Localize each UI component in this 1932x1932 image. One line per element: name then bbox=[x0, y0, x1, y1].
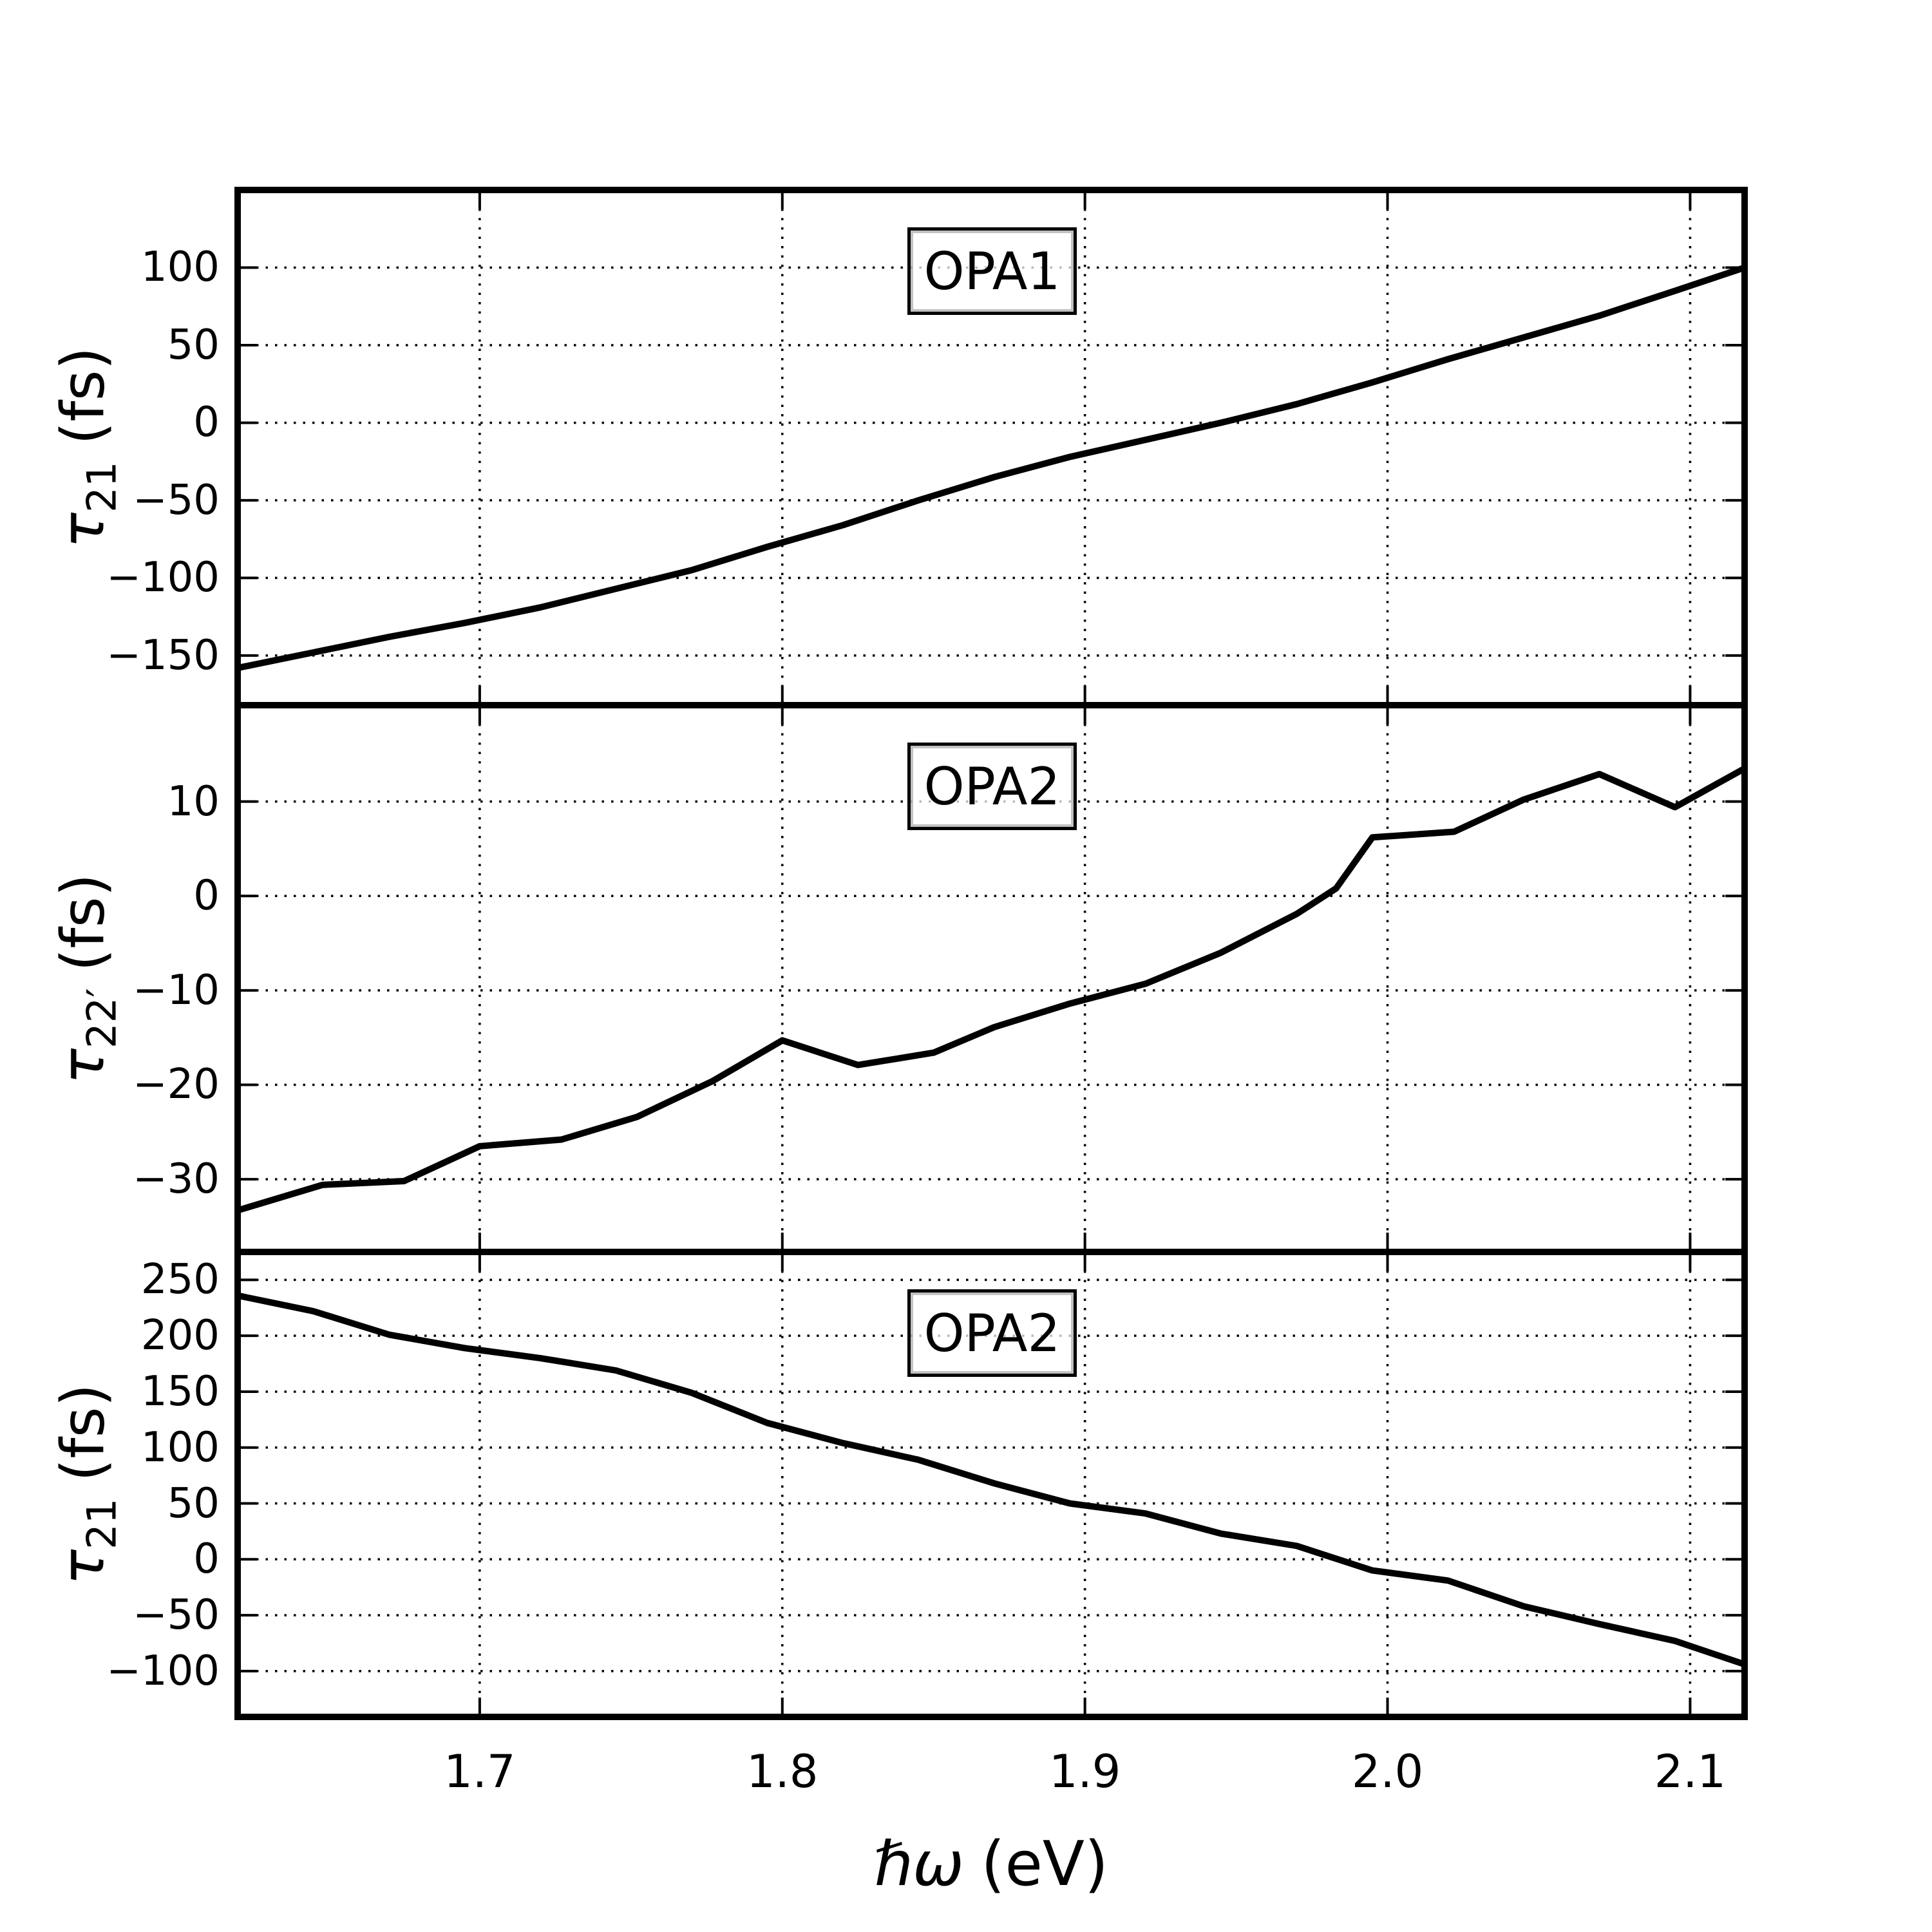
y-unit: (fs) bbox=[48, 1383, 118, 1482]
tau-subscript: 21 bbox=[78, 1498, 126, 1550]
y-tick-label: −50 bbox=[132, 1591, 220, 1640]
y-tick-label: 0 bbox=[193, 872, 220, 920]
y-tick-label: 100 bbox=[140, 243, 220, 292]
y-tick-label: −30 bbox=[132, 1155, 220, 1204]
tau-symbol: τ bbox=[48, 1048, 118, 1084]
y-unit: (fs) bbox=[48, 346, 118, 445]
y-tick-label: −50 bbox=[132, 476, 220, 524]
x-tick-label: 1.8 bbox=[746, 1745, 819, 1798]
tau-symbol: τ bbox=[48, 1549, 118, 1586]
y-axis-label-bottom-panel bbox=[48, 1384, 125, 1586]
tau-symbol: τ bbox=[48, 513, 118, 549]
x-axis-label bbox=[874, 1829, 1108, 1900]
y-unit: (fs) bbox=[48, 873, 118, 972]
y-tick-label: 100 bbox=[140, 1423, 220, 1472]
tau-subscript: 21 bbox=[78, 461, 126, 513]
panel-label-opa2-mid: OPA2 bbox=[907, 743, 1077, 830]
y-tick-label: −150 bbox=[106, 631, 220, 679]
y-tick-label: −10 bbox=[132, 966, 220, 1014]
panel-label-opa2-bottom: OPA2 bbox=[907, 1289, 1077, 1377]
tau-subscript: 22′ bbox=[78, 988, 126, 1049]
y-tick-label: −100 bbox=[106, 554, 220, 602]
panel-label-opa1: OPA1 bbox=[907, 227, 1077, 315]
x-tick-label: 2.0 bbox=[1351, 1745, 1424, 1798]
y-tick-label: 250 bbox=[140, 1256, 220, 1304]
y-axis-label-middle-panel bbox=[48, 873, 125, 1084]
y-tick-label: 150 bbox=[140, 1367, 220, 1416]
x-unit: (eV) bbox=[981, 1829, 1108, 1900]
y-tick-label: −100 bbox=[106, 1647, 220, 1695]
y-tick-label: 10 bbox=[167, 777, 220, 826]
y-tick-label: −20 bbox=[132, 1061, 220, 1109]
y-tick-label: 0 bbox=[193, 399, 220, 447]
data-curve-opa1-0 bbox=[238, 268, 1745, 668]
y-axis-label-top-panel bbox=[48, 347, 125, 549]
y-tick-label: 0 bbox=[193, 1535, 220, 1584]
x-tick-label: 2.1 bbox=[1654, 1745, 1727, 1798]
x-tick-label: 1.9 bbox=[1048, 1745, 1121, 1798]
x-tick-label: 1.7 bbox=[444, 1745, 516, 1798]
y-tick-label: 200 bbox=[140, 1312, 220, 1360]
hbar-omega-symbol: ℏω bbox=[874, 1829, 964, 1900]
y-tick-label: 50 bbox=[167, 321, 220, 369]
y-tick-label: 50 bbox=[167, 1479, 220, 1528]
